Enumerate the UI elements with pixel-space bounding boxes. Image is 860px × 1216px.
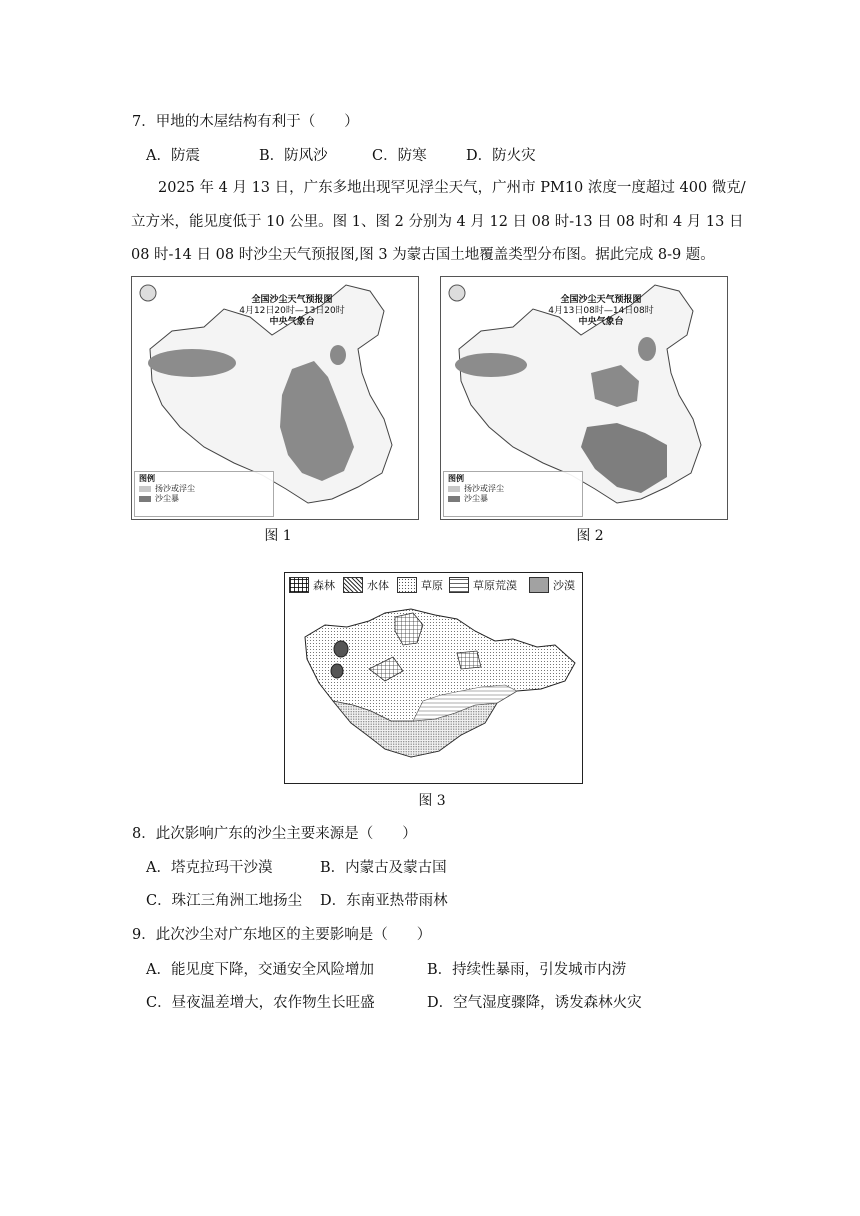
fig2-legend: 图例 扬沙或浮尘 沙尘暴 [443, 471, 583, 517]
fig1-title: 全国沙尘天气预报图 4月12日20时—13日20时 中央气象台 [239, 295, 345, 327]
forest-region-east [457, 651, 481, 669]
water-swatch [343, 577, 363, 593]
figure-1-map [131, 276, 419, 520]
q9-option-d: D．空气湿度骤降，诱发森林火灾 [427, 995, 642, 1011]
figure-2-map [440, 276, 728, 520]
fig1-legend: 图例 扬沙或浮尘 沙尘暴 [134, 471, 274, 517]
dust-area-taklamakan [148, 349, 236, 377]
q9-option-a: A．能见度下降，交通安全风险增加 [146, 962, 374, 978]
fig2-title: 全国沙尘天气预报图 4月13日08时—14日08时 中央气象台 [548, 295, 654, 327]
q7-option-a: A．防震 [146, 148, 200, 164]
q9-option-b: B．持续性暴雨，引发城市内涝 [427, 962, 627, 978]
mongolia-land-cover-map [285, 573, 582, 783]
q7-option-b: B．防风沙 [259, 148, 328, 164]
q9-option-c: C．昼夜温差增大，农作物生长旺盛 [146, 995, 375, 1011]
q8-stem: 8．此次影响广东的沙尘主要来源是（ ） [132, 826, 417, 842]
fig2-caption: 图 2 [576, 528, 604, 544]
fig3-legend: 森林 水体 草原 草原荒漠 沙漠 [285, 573, 582, 599]
figure-3-map [284, 572, 583, 784]
q8-option-d: D．东南亚热带雨林 [320, 893, 448, 909]
q7-option-d: D．防火灾 [466, 148, 536, 164]
desert-swatch [529, 577, 549, 593]
forest-swatch [289, 577, 309, 593]
passage-line-2: 立方米，能见度低于 10 公里。图 1、图 2 分别为 4 月 12 日 08 时-13 日 08 时和 4 月 13 日 [131, 214, 744, 230]
passage-line-1: 2025 年 4 月 13 日，广东多地出现罕见浮尘天气，广州市 PM10 浓度一度超过 400 微克/ [158, 180, 746, 196]
steppe-desert-swatch [449, 577, 469, 593]
q7-option-c: C．防寒 [372, 148, 427, 164]
grassland-swatch [397, 577, 417, 593]
q8-option-b: B．内蒙古及蒙古国 [320, 860, 447, 876]
q8-option-c: C．珠江三角洲工地扬尘 [146, 893, 303, 909]
q9-stem: 9．此次沙尘对广东地区的主要影响是（ ） [132, 927, 432, 943]
q8-option-a: A．塔克拉玛干沙漠 [146, 860, 273, 876]
passage-line-3: 08 时-14 日 08 时沙尘天气预报图,图 3 为蒙古国土地覆盖类型分布图。据此完成 8-9 题。 [131, 247, 715, 263]
fig1-caption: 图 1 [264, 528, 292, 544]
water-body [334, 641, 348, 657]
fig3-caption: 图 3 [418, 793, 446, 809]
q7-stem: 7．甲地的木屋结构有利于（ ） [132, 114, 359, 130]
